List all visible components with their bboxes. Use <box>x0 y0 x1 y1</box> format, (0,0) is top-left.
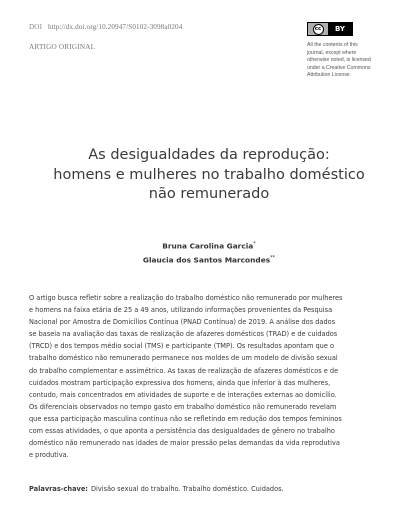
abstract-line: O artigo busca refletir sobre a realização do trabalho doméstico não remunerado por mulheres <box>29 294 343 302</box>
abstract-line: que essa participação masculina contínua não se refletindo em redução dos tempos femininos <box>29 414 342 423</box>
cc-by-badge[interactable] <box>307 22 353 36</box>
abstract-line: doméstico não remunerado nas idades de maior pressão pelas demandas da vida reprodutiva <box>29 439 340 448</box>
abstract-line: trabalho doméstico não remunerado permanece nos moldes de um modelo de divisão sexual <box>29 354 338 363</box>
author-name: Bruna Carolina Garcia <box>162 241 254 251</box>
title-line: homens e mulheres no trabalho doméstico <box>53 166 365 183</box>
abstract-line: com essas atividades, o que aponta a persistência das desigualdades de gênero no trabalho <box>29 427 335 436</box>
authors <box>0 238 418 267</box>
license-text <box>307 42 387 80</box>
abstract-line: do trabalho complementar e assimétrico. As taxas de realização de afazeres domésticos e de <box>29 366 339 375</box>
license-text-line: journal, except where <box>307 49 357 56</box>
author <box>0 252 418 266</box>
doi-label: DOI <box>29 23 43 31</box>
license-box <box>307 22 397 80</box>
abstract-line: cuidados mostram participação expressiva dos homens, ainda que inferior à das mulheres, <box>29 378 331 387</box>
license-text-line: under a Creative Commons <box>307 64 371 71</box>
abstract-line: e homens na faixa etária de 25 a 49 anos, utilizando informações provenientes da Pesquisa <box>29 306 333 315</box>
abstract-line: se baseia na avaliação das taxas de realização de afazeres domésticos (TRAD) e de cuidados <box>29 330 338 339</box>
keywords <box>29 485 390 493</box>
by-label: BY <box>334 25 346 33</box>
author <box>0 238 418 252</box>
abstract-line: Nacional por Amostra de Domicílios Contínua (PNAD Contínua) de 2019. A análise dos dados <box>29 318 336 327</box>
license-text-line: otherwise noted, is licensed <box>307 57 371 64</box>
license-text-line: All the contents of this <box>307 42 358 48</box>
keywords-value: Divisão sexual do trabalho. Trabalho doméstico. Cuidados. <box>90 485 284 493</box>
abstract-line: (TRCD) e dos tempos médio social (TMS) e participante (TMP). Os resultados apontam que o <box>29 342 335 351</box>
abstract <box>29 292 390 461</box>
author-footnote-mark[interactable]: * <box>253 241 256 247</box>
abstract-line: contudo, mais concentrados em atividades de suporte e de interações externas ao domicílio. <box>29 390 337 399</box>
license-text-line: Attribution License <box>307 72 350 79</box>
article-type: ARTIGO ORIGINAL <box>29 43 96 51</box>
doi-line <box>29 23 182 31</box>
title-line: não remunerado <box>148 186 270 202</box>
article-title <box>20 146 398 205</box>
author-footnote-mark[interactable]: ** <box>270 255 276 262</box>
author-name: Glaucia dos Santos Marcondes <box>142 255 271 265</box>
abstract-line: e produtiva. <box>29 451 69 460</box>
cc-logo-icon: cc <box>313 24 324 35</box>
cc-logo-area <box>308 23 328 35</box>
abstract-line: Os diferenciais observados no tempo gasto em trabalho doméstico não remunerado revelam <box>29 402 337 411</box>
doi-link[interactable]: http://dx.doi.org/10.20947/S0102-3098a0204 <box>47 23 183 31</box>
keywords-label: Palavras-chave: <box>29 485 88 493</box>
title-line: As desigualdades da reprodução: <box>88 147 330 163</box>
